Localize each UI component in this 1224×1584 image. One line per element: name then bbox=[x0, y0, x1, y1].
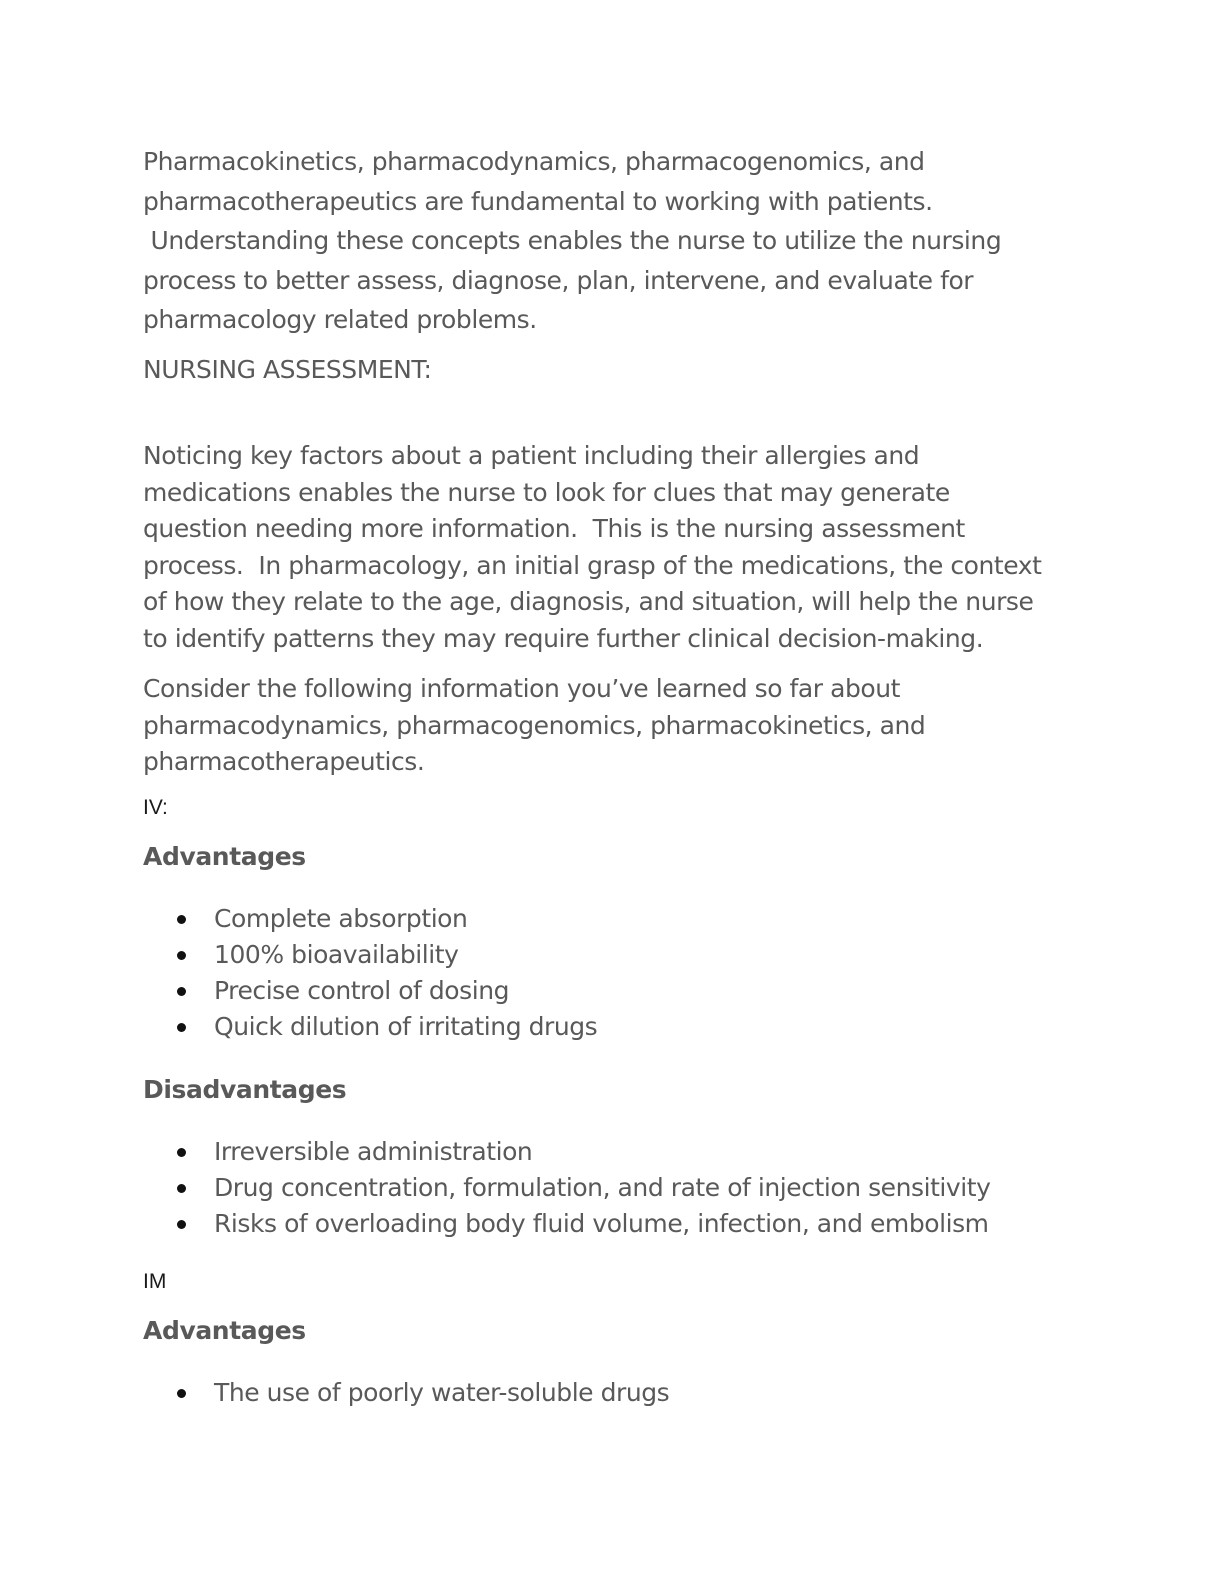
intro-line: Understanding these concepts enables the nurse to utilize the nursing bbox=[143, 226, 1002, 255]
document-page bbox=[143, 142, 1083, 1411]
list-item-text: Complete absorption bbox=[214, 903, 468, 933]
list-item-text: Precise control of dosing bbox=[214, 976, 510, 1006]
bullet-icon bbox=[177, 951, 186, 960]
bullet-icon bbox=[177, 1148, 186, 1157]
bullet-icon bbox=[177, 915, 186, 924]
im-route-label: IM bbox=[143, 1269, 167, 1293]
iv-disadvantages-list bbox=[143, 1134, 1083, 1243]
iv-disadvantages-heading: Disadvantages bbox=[143, 1074, 347, 1104]
assessment-paragraph bbox=[143, 402, 1083, 658]
intro-line: process to better assess, diagnose, plan, intervene, and evaluate for bbox=[143, 265, 974, 295]
list-item-text: Risks of overloading body fluid volume, infection, and embolism bbox=[214, 1209, 989, 1239]
consider-paragraph bbox=[143, 671, 1083, 781]
im-advantages-list bbox=[143, 1375, 1083, 1411]
list-item-text: Quick dilution of irritating drugs bbox=[214, 1012, 598, 1042]
list-item bbox=[143, 973, 1083, 1009]
assessment-line: to identify patterns they may require further clinical decision-making. bbox=[143, 623, 984, 653]
list-item bbox=[143, 937, 1083, 973]
bullet-icon bbox=[177, 1023, 186, 1032]
intro-paragraph bbox=[143, 142, 1083, 340]
assessment-line: medications enables the nurse to look for clues that may generate bbox=[143, 477, 950, 507]
bullet-icon bbox=[177, 1220, 186, 1229]
list-item-text: The use of poorly water-soluble drugs bbox=[214, 1377, 670, 1407]
list-item bbox=[143, 1375, 1083, 1411]
list-item-text: Irreversible administration bbox=[214, 1136, 533, 1166]
list-item bbox=[143, 1134, 1083, 1170]
consider-line: pharmacotherapeutics. bbox=[143, 747, 425, 776]
bullet-icon bbox=[177, 987, 186, 996]
list-item bbox=[143, 1206, 1083, 1242]
bullet-icon bbox=[177, 1184, 186, 1193]
consider-line: Consider the following information you’ve learned so far about bbox=[143, 674, 900, 703]
intro-line: Pharmacokinetics, pharmacodynamics, pharmacogenomics, and bbox=[143, 147, 925, 176]
iv-advantages-heading: Advantages bbox=[143, 841, 306, 871]
list-item-text: 100% bioavailability bbox=[214, 939, 459, 969]
list-item-text: Drug concentration, formulation, and rate of injection sensitivity bbox=[214, 1172, 991, 1202]
assessment-line: of how they relate to the age, diagnosis, and situation, will help the nurse bbox=[143, 587, 1034, 616]
list-item bbox=[143, 1170, 1083, 1206]
intro-line: pharmacotherapeutics are fundamental to working with patients. bbox=[143, 186, 933, 216]
im-advantages-heading: Advantages bbox=[143, 1315, 306, 1345]
list-item bbox=[143, 1009, 1083, 1045]
bullet-icon bbox=[177, 1389, 186, 1398]
assessment-line: question needing more information. This is the nursing assessment bbox=[143, 514, 965, 543]
nursing-assessment-heading: NURSING ASSESSMENT: bbox=[143, 354, 432, 384]
assessment-line: Noticing key factors about a patient including their allergies and bbox=[143, 441, 920, 470]
assessment-line: process. In pharmacology, an initial grasp of the medications, the context bbox=[143, 550, 1042, 580]
iv-route-label: IV: bbox=[143, 795, 168, 819]
iv-advantages-list bbox=[143, 901, 1083, 1046]
consider-line: pharmacodynamics, pharmacogenomics, pharmacokinetics, and bbox=[143, 710, 926, 740]
list-item bbox=[143, 901, 1083, 937]
intro-line: pharmacology related problems. bbox=[143, 305, 537, 334]
